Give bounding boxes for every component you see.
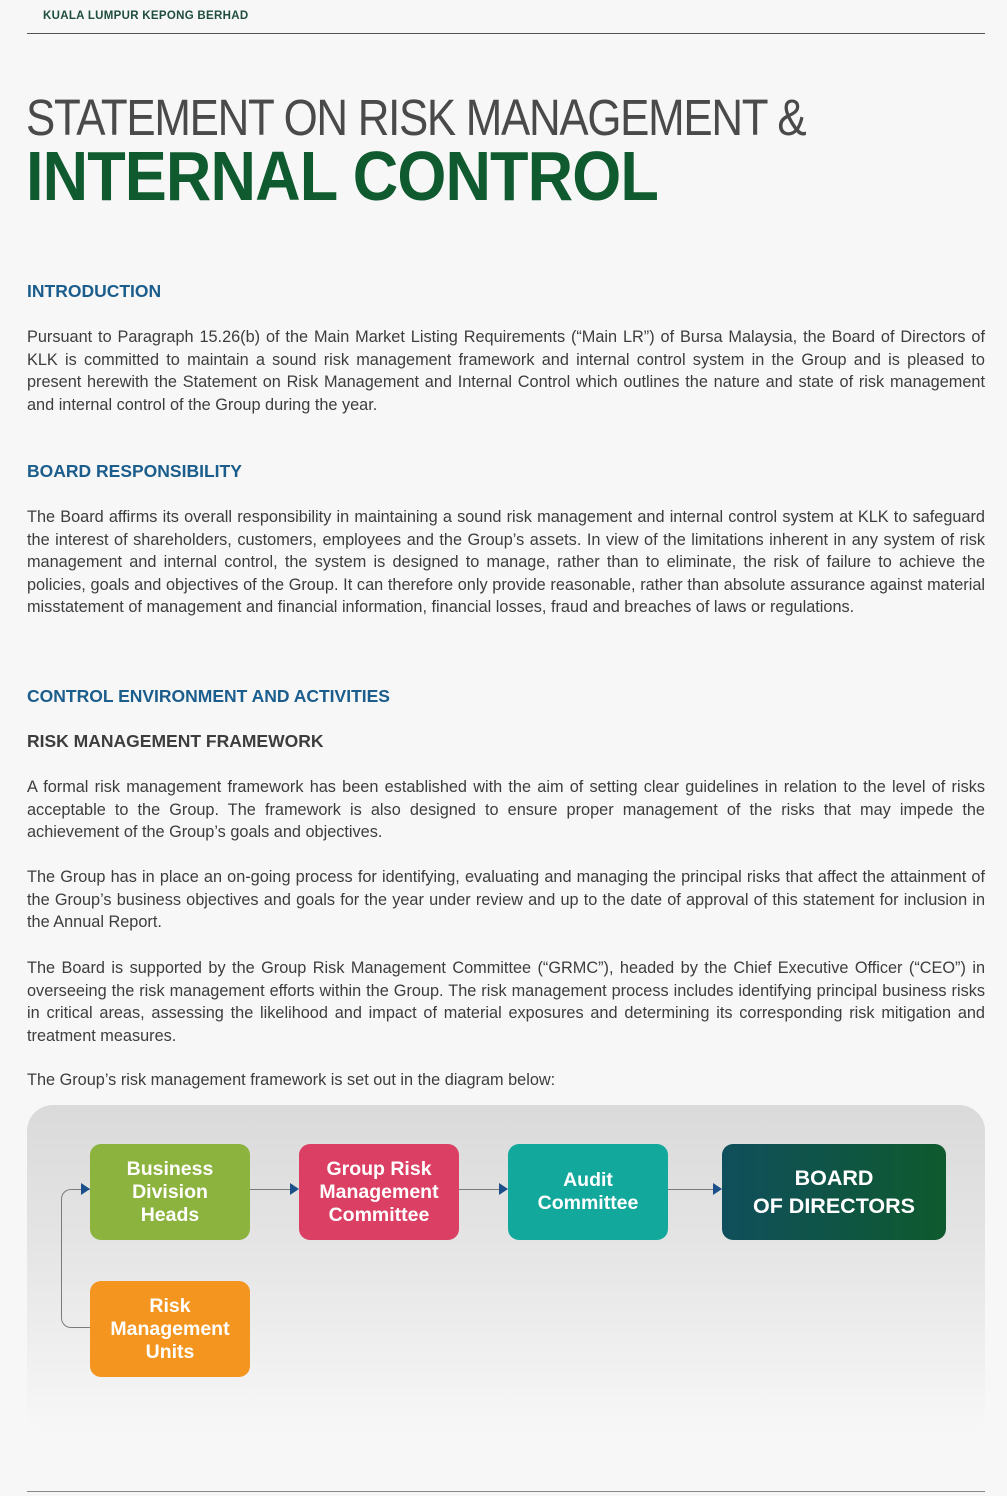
connector-rmu-to-bdh — [61, 1189, 92, 1328]
introduction-paragraph: Pursuant to Paragraph 15.26(b) of the Main Market Listing Requirements (“Main LR”) of Bursa Malaysia, the Board of Directors of KLK is committed to maintain a sound risk management framework and internal control system in the Group and is pleased to present herewith the Statement on Risk Management and Internal Control which outlines the nature and state of risk management and internal control of the Group during the year. — [27, 328, 985, 414]
control-environment-heading: CONTROL ENVIRONMENT AND ACTIVITIES — [27, 686, 390, 706]
framework-paragraph-2: The Group has in place an on-going process for identifying, evaluating and managing the principal risks that affect the attainment of the Group’s business objectives and goals for the year under review and up to the date of approval of this statement for inclusion in the Annual Report. — [27, 868, 985, 932]
connector-audit-to-board — [668, 1189, 715, 1190]
page-title-line2: INTERNAL CONTROL — [26, 137, 658, 215]
header-company-name: KUALA LUMPUR KEPONG BERHAD — [43, 10, 249, 22]
header-rule — [27, 33, 985, 34]
group-risk-management-committee-label: Group Risk Management Committee — [319, 1157, 439, 1226]
risk-management-framework-subheading: RISK MANAGEMENT FRAMEWORK — [27, 731, 324, 751]
audit-committee-label: Audit Committee — [537, 1169, 639, 1214]
board-responsibility-paragraph: The Board affirms its overall responsibility in maintaining a sound risk management and internal control system at KLK to safeguard the interest of shareholders, customers, employees and the Group’s assets. In view of the limitations inherent in any system of risk management and internal control, the system is designed to manage, rather than to eliminate, the risk of failure to achieve the policies, goals and objectives of the Group. It can therefore only provide reasonable, rather than absolute assurance against material misstatement of management and financial information, financial losses, fraud and breaches of laws or regulations. — [27, 508, 985, 617]
arrowhead-to-bdh-icon — [81, 1183, 90, 1195]
footer-rule — [27, 1491, 985, 1492]
business-division-heads-box — [90, 1144, 250, 1240]
board-of-directors-label: BOARD OF DIRECTORS — [752, 1166, 916, 1218]
risk-framework-diagram — [27, 1105, 985, 1435]
risk-management-units-box — [90, 1281, 250, 1377]
framework-paragraph-1: A formal risk management framework has been established with the aim of setting clear guidelines in relation to the level of risks acceptable to the Group. The framework is also designed to ensure proper management of the risks that may impede the achievement of the Group’s goals and objectives. — [27, 778, 985, 842]
connector-bdh-to-grmc — [250, 1189, 293, 1190]
board-responsibility-heading: BOARD RESPONSIBILITY — [27, 461, 242, 481]
framework-paragraph-4: The Group’s risk management framework is set out in the diagram below: — [27, 1071, 556, 1089]
group-risk-management-committee-box — [299, 1144, 459, 1240]
arrowhead-to-audit-icon — [499, 1183, 508, 1195]
introduction-heading: INTRODUCTION — [27, 281, 162, 301]
arrowhead-to-board-icon — [713, 1183, 722, 1195]
connector-grmc-to-audit — [459, 1189, 502, 1190]
framework-paragraph-3: The Board is supported by the Group Risk Management Committee (“GRMC”), headed by the Chief Executive Officer (“CEO”) in overseeing the risk management efforts within the Group. The risk management process includes identifying principal business risks in critical areas, assessing the likelihood and impact of material exposures and determining its corresponding risk mitigation and treatment measures. — [27, 959, 985, 1045]
page-title-line1: STATEMENT ON RISK MANAGEMENT & — [26, 89, 806, 146]
audit-committee-box — [508, 1144, 668, 1240]
business-division-heads-label: Business Division Heads — [126, 1157, 214, 1226]
board-of-directors-box — [722, 1144, 946, 1240]
risk-management-units-label: Risk Management Units — [110, 1294, 230, 1363]
arrowhead-to-grmc-icon — [290, 1183, 299, 1195]
